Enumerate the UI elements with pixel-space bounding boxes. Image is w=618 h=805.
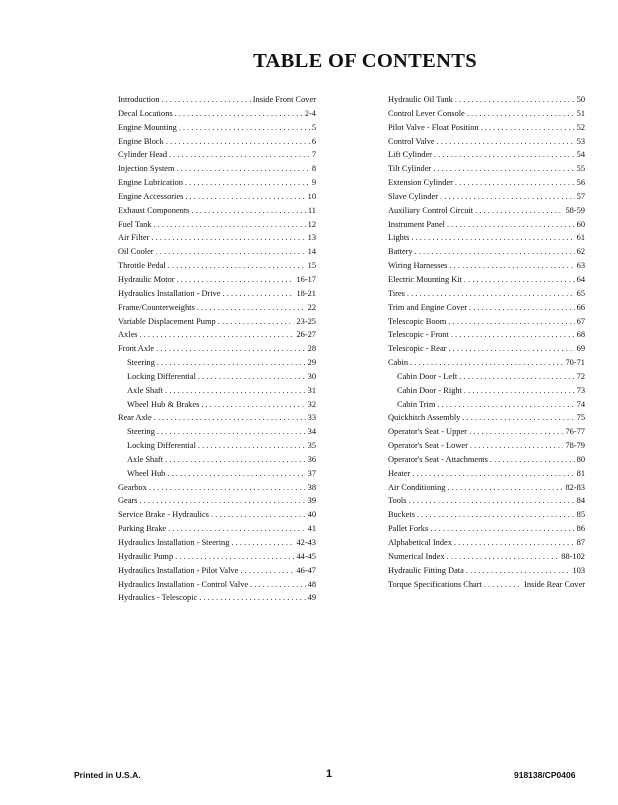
dot-leader xyxy=(140,328,295,342)
toc-entry-title: Hydraulics Installation - Steering xyxy=(118,538,230,547)
toc-entry-page: 60 xyxy=(576,219,585,229)
dot-leader xyxy=(167,467,305,481)
toc-entry-title: Tools xyxy=(388,496,407,506)
dot-leader xyxy=(157,425,306,439)
toc-entry[interactable] xyxy=(388,301,585,315)
dot-leader xyxy=(177,273,295,287)
toc-entry[interactable] xyxy=(118,591,316,605)
toc-entry-title: Engine Accessories xyxy=(118,191,184,201)
toc-entry-title: Hydraulic Motor xyxy=(118,274,175,284)
toc-entry-title: Axle Shaft xyxy=(127,454,164,464)
toc-entry-title: Parking Brake xyxy=(118,524,167,534)
toc-entry-page: 67 xyxy=(576,316,585,326)
toc-entry[interactable] xyxy=(118,494,316,508)
toc-entry-page: Inside Front Cover xyxy=(252,95,316,104)
toc-entry-page: 88-102 xyxy=(561,551,585,561)
toc-entry-page: 54 xyxy=(576,150,585,160)
toc-entry-page: 84 xyxy=(576,496,585,506)
dot-leader xyxy=(454,536,575,550)
toc-entry-page: 57 xyxy=(576,191,585,201)
dot-leader xyxy=(484,578,522,592)
dot-leader xyxy=(467,107,575,121)
toc-entry-title: Auxiliary Control Circuit xyxy=(388,205,474,215)
toc-entry-title: Tires xyxy=(388,288,405,298)
toc-entry-title: Tilt Cylinder xyxy=(388,164,432,174)
toc-entry-page: 35 xyxy=(307,441,316,451)
dot-leader xyxy=(165,384,306,398)
toc-entry-title: Wheel Hub xyxy=(127,468,166,478)
dot-leader xyxy=(199,591,305,605)
dot-leader xyxy=(462,411,574,425)
dot-leader xyxy=(417,508,575,522)
toc-entry-title: Frame/Counterweights xyxy=(118,302,195,312)
toc-entry-title: Engine Block xyxy=(118,136,164,146)
toc-entry-page: 9 xyxy=(311,178,316,188)
toc-entry-title: Alphabetical Index xyxy=(388,538,452,547)
dot-leader xyxy=(451,328,575,342)
toc-entry[interactable] xyxy=(118,467,316,481)
toc-entry[interactable] xyxy=(118,273,316,287)
toc-entry-page: 39 xyxy=(307,496,316,506)
toc-entry[interactable] xyxy=(118,578,316,592)
toc-entry[interactable] xyxy=(118,315,316,329)
toc-entry-page: 2-4 xyxy=(304,108,316,118)
dot-leader xyxy=(464,384,575,398)
toc-entry-title: Decal Locations xyxy=(118,108,173,118)
toc-entry-title: Torque Specifications Chart xyxy=(388,579,482,589)
toc-entry[interactable] xyxy=(118,245,316,259)
toc-entry-page: 11 xyxy=(307,205,316,215)
toc-entry-title: Instrument Panel xyxy=(388,219,445,229)
dot-leader xyxy=(185,176,310,190)
toc-entry-page: 68 xyxy=(576,330,585,340)
toc-entry-title: Extension Cylinder xyxy=(388,178,453,188)
toc-entry[interactable] xyxy=(118,93,316,107)
toc-entry-title: Operator's Seat - Upper xyxy=(388,427,467,437)
toc-entry[interactable] xyxy=(388,370,585,384)
toc-entry[interactable] xyxy=(388,245,585,259)
toc-entry[interactable] xyxy=(388,564,585,578)
toc-entry-title: Gearbox xyxy=(118,482,147,492)
dot-leader xyxy=(156,342,306,356)
toc-entry-page: 51 xyxy=(576,108,585,118)
toc-entry-page: 37 xyxy=(307,468,316,478)
toc-entry-page: 61 xyxy=(576,233,585,243)
toc-entry-page: 13 xyxy=(307,233,316,243)
toc-entry-title: Lights xyxy=(388,233,410,243)
dot-leader xyxy=(449,259,574,273)
toc-entry-title: Telescopic - Rear xyxy=(388,344,447,354)
toc-entry-page: 58-59 xyxy=(565,205,585,215)
toc-entry[interactable] xyxy=(118,453,316,467)
toc-entry-title: Heater xyxy=(388,468,411,478)
toc-entry[interactable] xyxy=(388,190,585,204)
dot-leader xyxy=(469,301,575,315)
toc-entry-page: 15 xyxy=(307,261,316,271)
toc-entry[interactable] xyxy=(388,578,585,592)
toc-entry-title: Steering xyxy=(127,358,155,368)
toc-entry[interactable] xyxy=(118,342,316,356)
toc-entry-page: 50 xyxy=(576,95,585,104)
toc-entry-page: 81 xyxy=(576,468,585,478)
toc-entry-title: Hydraulics Installation - Pilot Valve xyxy=(118,565,239,575)
toc-entry-page: 53 xyxy=(576,136,585,146)
toc-entry[interactable] xyxy=(388,148,585,162)
toc-entry[interactable] xyxy=(388,453,585,467)
toc-entry-title: Variable Displacement Pump xyxy=(118,316,216,326)
dot-leader xyxy=(179,121,310,135)
toc-entry-title: Lift Cylinder xyxy=(388,150,432,160)
toc-entry-page: 14 xyxy=(307,247,316,257)
toc-entry[interactable] xyxy=(118,259,316,273)
toc-entry[interactable] xyxy=(118,398,316,412)
toc-entry-title: Gears xyxy=(118,496,138,506)
toc-entry[interactable] xyxy=(118,356,316,370)
toc-entry[interactable] xyxy=(388,231,585,245)
toc-entry-page: 16-17 xyxy=(296,274,316,284)
dot-leader xyxy=(198,370,306,384)
dot-leader xyxy=(447,550,560,564)
dot-leader xyxy=(433,162,574,176)
toc-entry-page: 86 xyxy=(576,524,585,534)
dot-leader xyxy=(415,245,575,259)
toc-entry-page: 28 xyxy=(307,344,316,354)
toc-entry[interactable] xyxy=(118,384,316,398)
toc-entry[interactable] xyxy=(388,481,585,495)
toc-entry[interactable] xyxy=(388,508,585,522)
toc-entry[interactable] xyxy=(118,287,316,301)
toc-entry-page: 44-45 xyxy=(296,551,316,561)
dot-leader xyxy=(455,93,575,107)
toc-entry-page: 5 xyxy=(311,122,316,132)
toc-entry-page: 63 xyxy=(576,261,585,271)
toc-entry-title: Air Conditioning xyxy=(388,482,446,492)
toc-entry[interactable] xyxy=(388,135,585,149)
toc-left-column xyxy=(118,93,316,605)
toc-entry-page: 70-71 xyxy=(565,358,585,368)
toc-entry[interactable] xyxy=(388,439,585,453)
toc-entry-title: Pilot Valve - Float Position xyxy=(388,122,479,132)
toc-entry-title: Cabin Trim xyxy=(397,399,436,409)
toc-entry-title: Steering xyxy=(127,427,155,437)
dot-leader xyxy=(140,494,306,508)
printed-in-label: Printed in U.S.A. xyxy=(74,770,141,780)
dot-leader xyxy=(197,301,306,315)
toc-entry-page: 12 xyxy=(307,219,316,229)
dot-leader xyxy=(161,93,250,107)
dot-leader xyxy=(475,204,563,218)
toc-entry-page: 31 xyxy=(307,385,316,395)
toc-entry[interactable] xyxy=(388,162,585,176)
toc-entry-title: Oil Cooler xyxy=(118,247,154,257)
toc-entry-title: Service Brake - Hydraulics xyxy=(118,510,209,520)
toc-entry-page: 34 xyxy=(307,427,316,437)
dot-leader xyxy=(448,315,574,329)
toc-entry-page: 32 xyxy=(307,399,316,409)
dot-leader xyxy=(469,425,564,439)
dot-leader xyxy=(168,259,306,273)
toc-right-column xyxy=(388,93,585,591)
toc-entry-title: Cabin xyxy=(388,358,409,368)
toc-entry-page: 72 xyxy=(576,371,585,381)
dot-leader xyxy=(177,162,310,176)
toc-entry-page: 103 xyxy=(572,565,585,575)
toc-entry[interactable] xyxy=(118,148,316,162)
page-footer xyxy=(0,770,618,784)
dot-leader xyxy=(223,287,295,301)
toc-entry[interactable] xyxy=(388,121,585,135)
toc-entry-page: 22 xyxy=(307,302,316,312)
toc-entry[interactable] xyxy=(118,121,316,135)
document-code: 918138/CP0406 xyxy=(514,770,576,780)
toc-entry[interactable] xyxy=(388,176,585,190)
dot-leader xyxy=(447,218,575,232)
dot-leader xyxy=(410,356,563,370)
toc-entry-page: 78-79 xyxy=(565,441,585,451)
dot-leader xyxy=(169,148,310,162)
toc-entry[interactable] xyxy=(388,356,585,370)
toc-entry-title: Engine Lubrication xyxy=(118,178,183,188)
toc-entry-page: 56 xyxy=(576,178,585,188)
dot-leader xyxy=(156,245,306,259)
toc-entry-title: Operator's Seat - Lower xyxy=(388,441,468,451)
toc-entry-title: Slave Cylinder xyxy=(388,191,439,201)
toc-entry-title: Cabin Door - Left xyxy=(397,371,458,381)
toc-entry[interactable] xyxy=(388,425,585,439)
toc-entry-title: Hydraulic Oil Tank xyxy=(388,95,453,104)
toc-entry-page: 7 xyxy=(311,150,316,160)
page-title: TABLE OF CONTENTS xyxy=(253,50,477,72)
toc-entry-title: Hydraulics Installation - Drive xyxy=(118,288,221,298)
dot-leader xyxy=(407,287,575,301)
toc-entry-title: Wiring Harnesses xyxy=(388,261,448,271)
toc-entry-page: 46-47 xyxy=(296,565,316,575)
toc-entry-title: Fuel Tank xyxy=(118,219,152,229)
toc-entry-page: 69 xyxy=(576,344,585,354)
toc-entry-title: Cylinder Head xyxy=(118,150,168,160)
dot-leader xyxy=(459,370,574,384)
toc-entry-page: 40 xyxy=(307,510,316,520)
toc-entry-page: 75 xyxy=(576,413,585,423)
dot-leader xyxy=(437,135,575,149)
toc-entry-title: Buckets xyxy=(388,510,415,520)
toc-entry[interactable] xyxy=(118,370,316,384)
toc-entry-title: Rear Axle xyxy=(118,413,152,423)
toc-entry-title: Quickhitch Assembly xyxy=(388,413,461,423)
toc-entry-page: 73 xyxy=(576,385,585,395)
toc-entry-title: Locking Differential xyxy=(127,371,196,381)
toc-entry-title: Hydraulic Pump xyxy=(118,551,174,561)
toc-entry[interactable] xyxy=(118,218,316,232)
toc-entry-page: 23-25 xyxy=(296,316,316,326)
toc-entry[interactable] xyxy=(388,384,585,398)
dot-leader xyxy=(447,481,563,495)
toc-entry[interactable] xyxy=(118,522,316,536)
toc-entry[interactable] xyxy=(388,494,585,508)
toc-entry[interactable] xyxy=(118,439,316,453)
toc-entry-page: 62 xyxy=(576,247,585,257)
toc-entry-title: Locking Differential xyxy=(127,441,196,451)
toc-entry-page: 82-83 xyxy=(565,482,585,492)
toc-entry-page: 80 xyxy=(576,454,585,464)
toc-entry[interactable] xyxy=(388,287,585,301)
dot-leader xyxy=(201,398,305,412)
dot-leader xyxy=(466,564,571,578)
toc-entry-title: Injection System xyxy=(118,164,175,174)
toc-entry-title: Operator's Seat - Attachments xyxy=(388,454,488,464)
toc-entry[interactable] xyxy=(388,328,585,342)
toc-entry[interactable] xyxy=(118,564,316,578)
dot-leader xyxy=(231,536,294,550)
dot-leader xyxy=(191,204,306,218)
dot-leader xyxy=(490,453,575,467)
toc-entry-page: Inside Rear Cover xyxy=(524,579,585,589)
toc-entry-title: Throttle Pedal xyxy=(118,261,166,271)
toc-entry[interactable] xyxy=(118,231,316,245)
dot-leader xyxy=(240,564,294,578)
toc-entry-title: Introduction xyxy=(118,95,160,104)
dot-leader xyxy=(218,315,295,329)
toc-entry-page: 64 xyxy=(576,274,585,284)
toc-entry[interactable] xyxy=(118,481,316,495)
toc-entry-title: Wheel Hub & Brakes xyxy=(127,399,200,409)
dot-leader xyxy=(157,356,306,370)
toc-entry-title: Hydraulics - Telescopic xyxy=(118,593,198,603)
toc-entry-page: 36 xyxy=(307,454,316,464)
dot-leader xyxy=(470,439,564,453)
dot-leader xyxy=(149,481,306,495)
dot-leader xyxy=(455,176,575,190)
toc-entry[interactable] xyxy=(388,411,585,425)
toc-entry[interactable] xyxy=(118,107,316,121)
toc-entry[interactable] xyxy=(388,398,585,412)
dot-leader xyxy=(211,508,306,522)
dot-leader xyxy=(409,494,575,508)
toc-entry-page: 10 xyxy=(307,191,316,201)
toc-entry-title: Axle Shaft xyxy=(127,385,164,395)
toc-entry-page: 8 xyxy=(311,164,316,174)
dot-leader xyxy=(412,467,574,481)
toc-entry-page: 18-21 xyxy=(296,288,316,298)
toc-entry-page: 41 xyxy=(307,524,316,534)
toc-entry-title: Hydraulics Installation - Control Valve xyxy=(118,579,249,589)
toc-entry[interactable] xyxy=(118,536,316,550)
toc-entry[interactable] xyxy=(118,301,316,315)
page-number: 1 xyxy=(326,768,333,780)
toc-entry-title: Engine Mounting xyxy=(118,122,177,132)
dot-leader xyxy=(151,231,305,245)
toc-entry-page: 26-27 xyxy=(296,330,316,340)
toc-entry-title: Numerical Index xyxy=(388,551,445,561)
dot-leader xyxy=(185,190,305,204)
dot-leader xyxy=(168,522,305,536)
toc-entry[interactable] xyxy=(388,522,585,536)
dot-leader xyxy=(198,439,306,453)
toc-entry[interactable] xyxy=(388,218,585,232)
toc-entry[interactable] xyxy=(118,411,316,425)
toc-entry-page: 74 xyxy=(576,399,585,409)
toc-entry-title: Pallet Forks xyxy=(388,524,429,534)
dot-leader xyxy=(250,578,306,592)
toc-entry-title: Control Lever Console xyxy=(388,108,465,118)
toc-entry[interactable] xyxy=(118,425,316,439)
toc-entry[interactable] xyxy=(118,550,316,564)
dot-leader xyxy=(165,453,306,467)
dot-leader xyxy=(430,522,574,536)
toc-entry-title: Exhaust Components xyxy=(118,205,190,215)
dot-leader xyxy=(448,342,574,356)
toc-entry-page: 66 xyxy=(576,302,585,312)
toc-entry[interactable] xyxy=(388,107,585,121)
toc-entry[interactable] xyxy=(388,342,585,356)
toc-entry-page: 85 xyxy=(576,510,585,520)
dot-leader xyxy=(175,107,303,121)
dot-leader xyxy=(481,121,575,135)
dot-leader xyxy=(437,398,574,412)
toc-entry-title: Electric Mounting Kit xyxy=(388,274,462,284)
toc-entry-page: 38 xyxy=(307,482,316,492)
dot-leader xyxy=(154,411,306,425)
toc-entry-page: 65 xyxy=(576,288,585,298)
toc-entry[interactable] xyxy=(388,204,585,218)
toc-entry-page: 76-77 xyxy=(565,427,585,437)
toc-entry-title: Trim and Engine Cover xyxy=(388,302,468,312)
dot-leader xyxy=(464,273,575,287)
toc-entry[interactable] xyxy=(388,93,585,107)
toc-entry-page: 55 xyxy=(576,164,585,174)
toc-entry-title: Battery xyxy=(388,247,413,257)
dot-leader xyxy=(440,190,575,204)
dot-leader xyxy=(166,135,310,149)
toc-entry[interactable] xyxy=(118,190,316,204)
toc-entry[interactable] xyxy=(118,135,316,149)
toc-entry[interactable] xyxy=(388,273,585,287)
toc-entry-title: Hydraulic Fitting Data xyxy=(388,565,464,575)
toc-entry-page: 30 xyxy=(307,371,316,381)
toc-entry[interactable] xyxy=(118,176,316,190)
toc-entry-title: Axles xyxy=(118,330,138,340)
dot-leader xyxy=(153,218,305,232)
toc-entry[interactable] xyxy=(118,204,316,218)
toc-entry-page: 49 xyxy=(307,593,316,603)
toc-entry-title: Control Valve xyxy=(388,136,435,146)
toc-entry-title: Telescopic - Front xyxy=(388,330,449,340)
toc-entry[interactable] xyxy=(118,508,316,522)
toc-entry-title: Air Filter xyxy=(118,233,150,243)
toc-entry-title: Cabin Door - Right xyxy=(397,385,462,395)
dot-leader xyxy=(434,148,575,162)
toc-entry[interactable] xyxy=(388,536,585,550)
toc-entry-page: 87 xyxy=(576,538,585,547)
toc-entry-page: 6 xyxy=(311,136,316,146)
dot-leader xyxy=(411,231,574,245)
toc-entry[interactable] xyxy=(388,315,585,329)
toc-entry-page: 42-43 xyxy=(296,538,316,547)
toc-entry[interactable] xyxy=(388,550,585,564)
toc-entry[interactable] xyxy=(118,328,316,342)
toc-entry[interactable] xyxy=(118,162,316,176)
toc-entry-page: 29 xyxy=(307,358,316,368)
dot-leader xyxy=(175,550,294,564)
toc-entry[interactable] xyxy=(388,467,585,481)
toc-entry-page: 48 xyxy=(307,579,316,589)
toc-entry-title: Front Axle xyxy=(118,344,155,354)
toc-entry[interactable] xyxy=(388,259,585,273)
toc-entry-title: Telescopic Boom xyxy=(388,316,447,326)
toc-entry-page: 33 xyxy=(307,413,316,423)
toc-entry-page: 52 xyxy=(576,122,585,132)
